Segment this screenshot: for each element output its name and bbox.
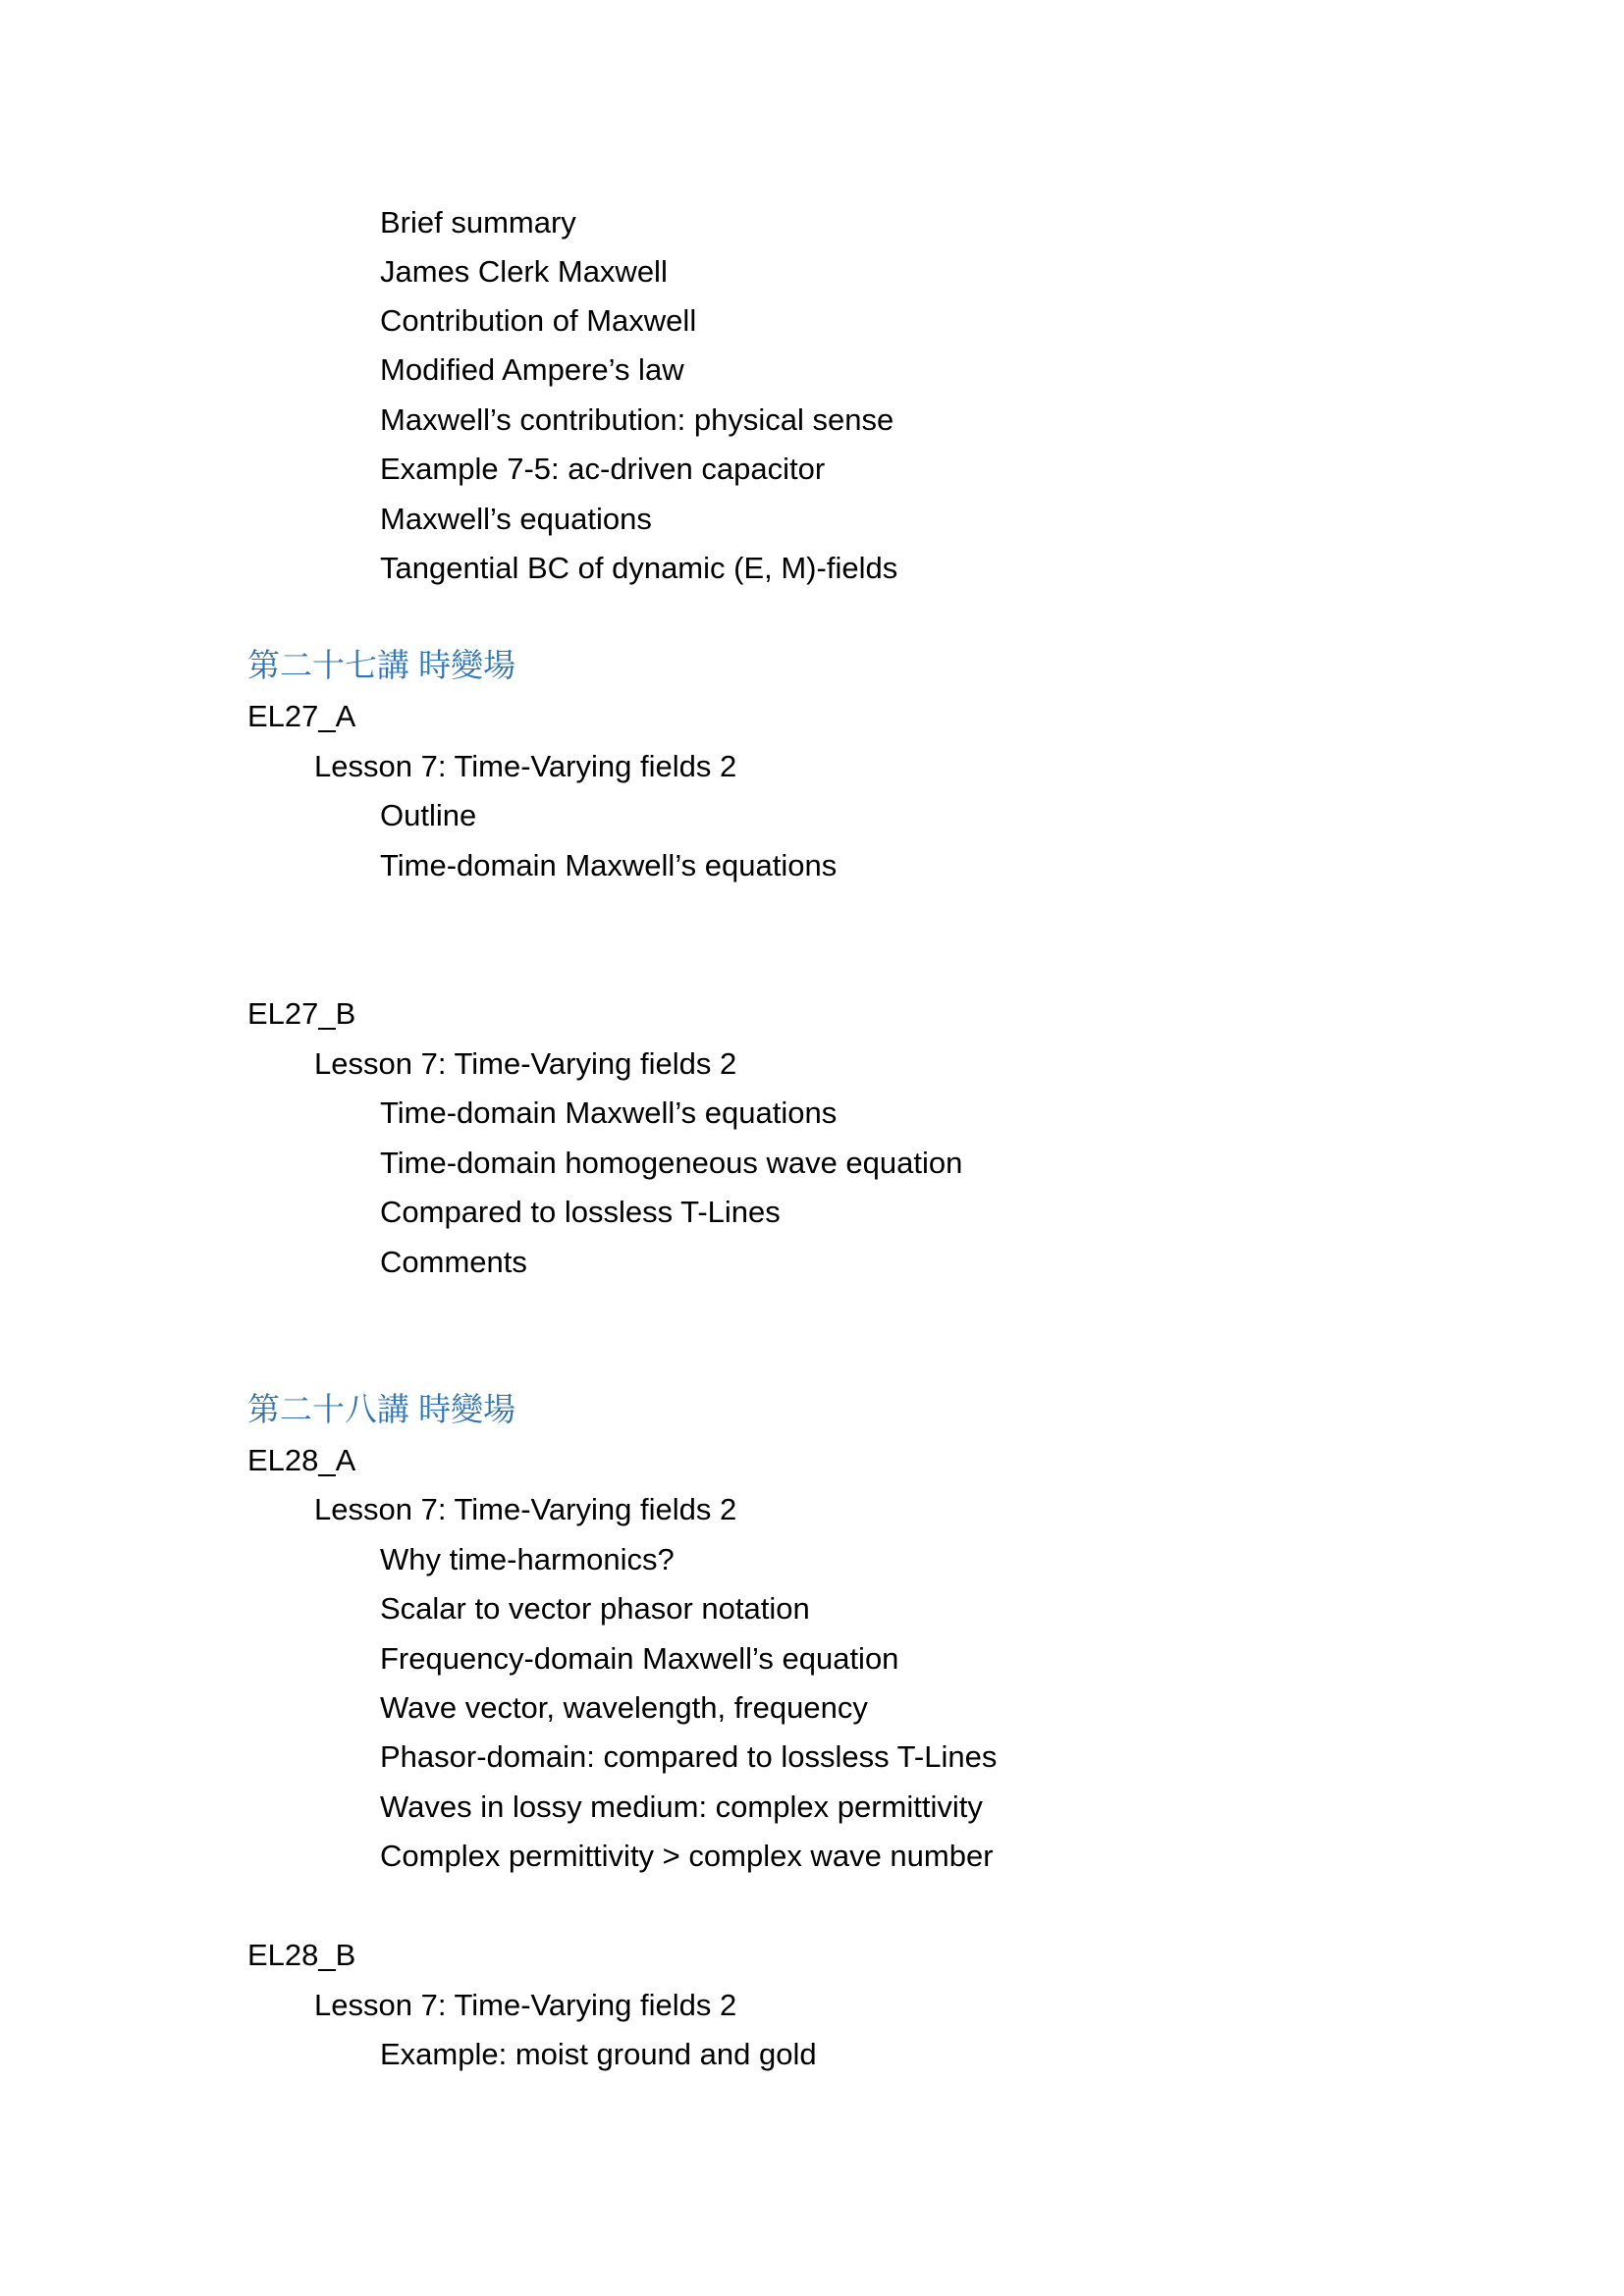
topic-item: Wave vector, wavelength, frequency: [380, 1690, 868, 1725]
topic-item: Maxwell’s contribution: physical sense: [380, 402, 894, 437]
lesson-title: Lesson 7: Time-Varying fields 2: [314, 749, 737, 783]
section-code: EL27_B: [247, 996, 356, 1031]
topic-item: Complex permittivity > complex wave number: [380, 1839, 994, 1873]
topic-item: Comments: [380, 1245, 527, 1279]
topic-item: Waves in lossy medium: complex permittivity: [380, 1789, 983, 1824]
topic-item: Outline: [380, 798, 477, 832]
lesson-title: Lesson 7: Time-Varying fields 2: [314, 1492, 737, 1526]
topic-item: Time-domain homogeneous wave equation: [380, 1146, 963, 1180]
topic-item: Contribution of Maxwell: [380, 303, 697, 338]
topic-item: Modified Ampere’s law: [380, 352, 684, 387]
topic-item: Maxwell’s equations: [380, 502, 652, 536]
lesson-title: Lesson 7: Time-Varying fields 2: [314, 1988, 737, 2022]
topic-item: Tangential BC of dynamic (E, M)-fields: [380, 551, 898, 585]
section-code: EL28_A: [247, 1443, 356, 1477]
section-code: EL27_A: [247, 699, 356, 733]
topic-item: Scalar to vector phasor notation: [380, 1591, 810, 1626]
topic-item: Example: moist ground and gold: [380, 2037, 817, 2071]
topic-item: Compared to lossless T-Lines: [380, 1195, 781, 1229]
topic-item: Time-domain Maxwell’s equations: [380, 1095, 838, 1130]
topic-item: Phasor-domain: compared to lossless T-Lines: [380, 1739, 998, 1774]
lecture-heading: 第二十八講 時變場: [247, 1391, 516, 1427]
lesson-title: Lesson 7: Time-Varying fields 2: [314, 1046, 737, 1081]
lecture-heading: 第二十七講 時變場: [247, 647, 516, 683]
topic-item: James Clerk Maxwell: [380, 254, 668, 289]
topic-item: Why time-harmonics?: [380, 1542, 675, 1576]
topic-item: Time-domain Maxwell’s equations: [380, 848, 838, 882]
topic-item: Brief summary: [380, 205, 576, 240]
topic-item: Frequency-domain Maxwell’s equation: [380, 1641, 899, 1676]
section-code: EL28_B: [247, 1938, 356, 1972]
topic-item: Example 7-5: ac-driven capacitor: [380, 452, 826, 486]
